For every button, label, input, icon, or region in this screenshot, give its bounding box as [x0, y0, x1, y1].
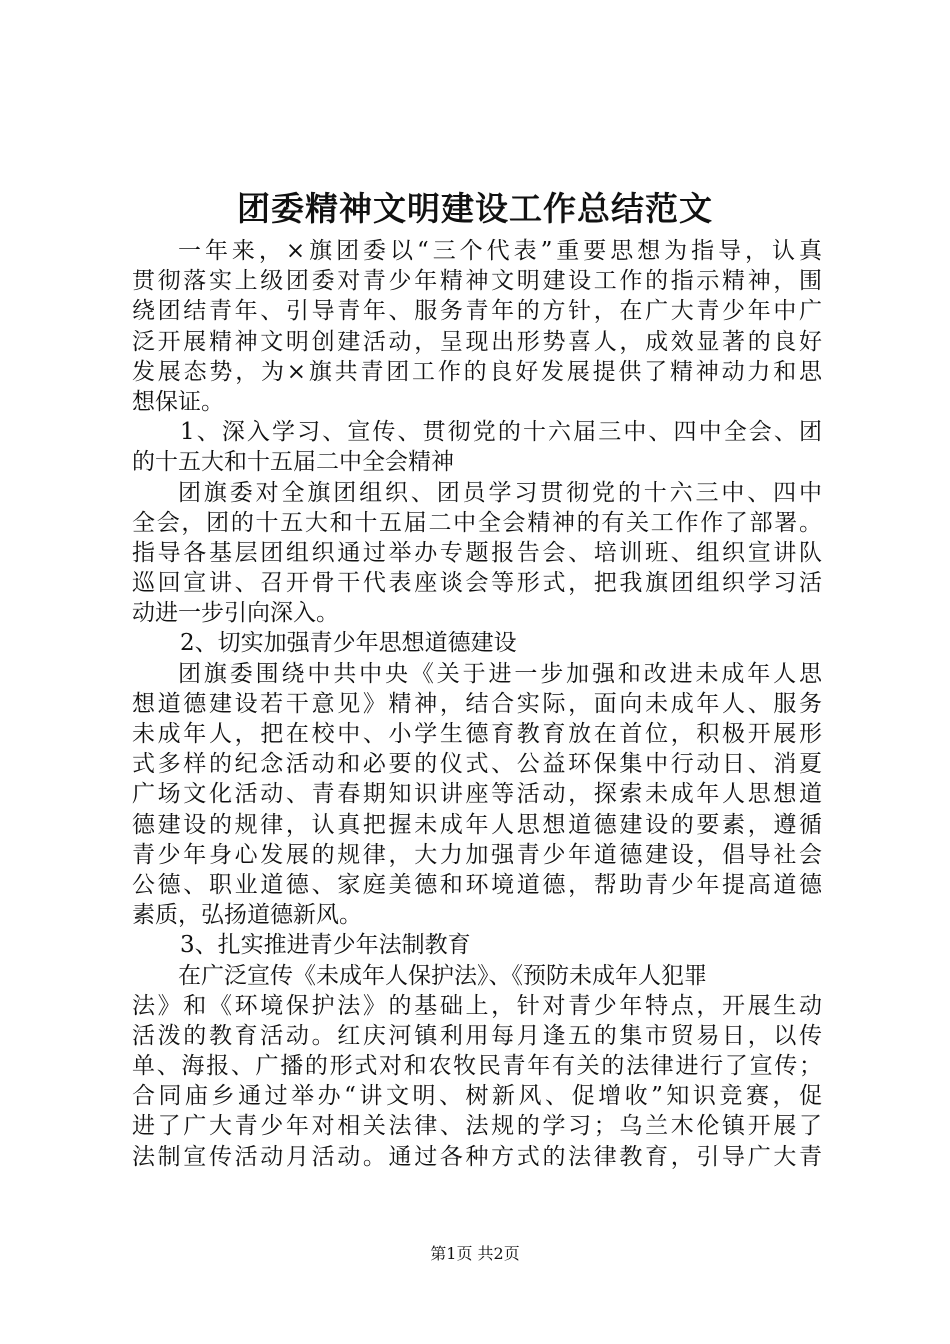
text-line: 式多样的纪念活动和必要的仪式、公益环保集中行动日、消夏 [132, 751, 822, 778]
text-line: 进了广大青少年对相关法律、法规的学习；乌兰木伦镇开展了 [132, 1113, 822, 1140]
text-line: 发展态势，为×旗共青团工作的良好发展提供了精神动力和思 [132, 358, 822, 385]
section-heading: 3、扎实推进青少年法制教育 [180, 932, 471, 959]
text-line: 公德、职业道德、家庭美德和环境道德，帮助青少年提高道德 [132, 871, 822, 898]
text-line: 一年来，×旗团委以“三个代表”重要思想为指导，认真 [178, 238, 822, 264]
page-title: 团委精神文明建设工作总结范文 [237, 189, 713, 228]
text-line: 动进一步引向深入。 [132, 600, 339, 627]
text-line: 未成年人，把在校中、小学生德育教育放在首位，积极开展形 [132, 721, 822, 747]
text-line: 合同庙乡通过举办“讲文明、树新风、促增收”知识竞赛，促 [132, 1083, 822, 1110]
text-line: 团旗委围绕中共中央《关于进一步加强和改进未成年人思 [178, 660, 822, 687]
text-line: 法》和《环境保护法》的基础上，针对青少年特点，开展生动 [132, 992, 822, 1019]
text-line: 德建设的规律，认真把握未成年人思想道德建设的要素，遵循 [132, 811, 822, 838]
text-line: 想保证。 [132, 388, 224, 415]
text-line: 广场文化活动、青春期知识讲座等活动，探索未成年人思想道 [132, 781, 822, 808]
text-line: 活泼的教育活动。红庆河镇利用每月逢五的集市贸易日，以传 [132, 1022, 822, 1049]
text-line: 单、海报、广播的形式对和农牧民青年有关的法律进行了宣传； [132, 1053, 822, 1080]
text-line: 团旗委对全旗团组织、团员学习贯彻党的十六三中、四中 [178, 479, 822, 506]
text-line: 指导各基层团组织通过举办专题报告会、培训班、组织宣讲队 [132, 539, 822, 566]
text-line: 泛开展精神文明创建活动，呈现出形势喜人，成效显著的良好 [132, 328, 822, 355]
section-heading: 的十五大和十五届二中全会精神 [132, 449, 454, 476]
section-heading: 1、深入学习、宣传、贯彻党的十六届三中、四中全会、团 [180, 419, 822, 446]
text-line: 绕团结青年、引导青年、服务青年的方针，在广大青少年中广 [132, 298, 822, 325]
text-line: 想道德建设若干意见》精神，结合实际，面向未成年人、服务 [132, 690, 822, 717]
text-line: 全会，团的十五大和十五届二中全会精神的有关工作作了部署。 [132, 509, 822, 536]
text-line: 巡回宣讲、召开骨干代表座谈会等形式，把我旗团组织学习活 [132, 570, 822, 597]
text-line: 法制宣传活动月活动。通过各种方式的法律教育，引导广大青 [132, 1143, 822, 1170]
section-heading: 2、切实加强青少年思想道德建设 [180, 630, 517, 657]
page-number: 第1页 共2页 [430, 1244, 520, 1263]
text-line: 在广泛宣传《未成年人保护法》、《预防未成年人犯罪 [178, 962, 707, 989]
document-body [132, 236, 822, 1172]
text-line: 贯彻落实上级团委对青少年精神文明建设工作的指示精神，围 [132, 268, 822, 295]
text-line: 青少年身心发展的规律，大力加强青少年道德建设，倡导社会 [132, 841, 822, 868]
text-line: 素质，弘扬道德新风。 [132, 902, 362, 929]
